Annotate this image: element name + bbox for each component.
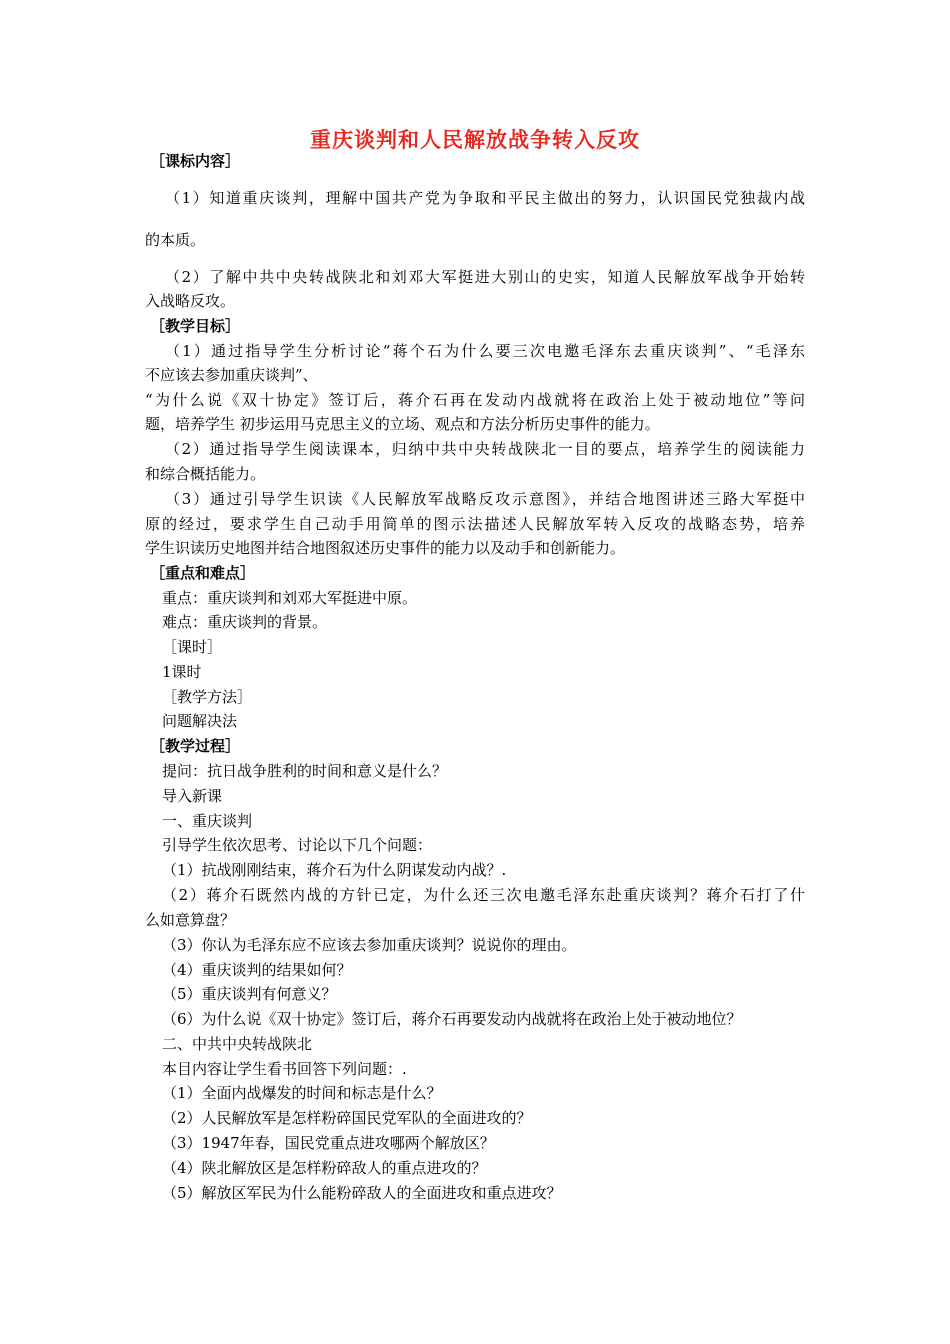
section-heading-hours: ［课时］	[162, 638, 223, 656]
question-line: （1）抗战刚刚结束，蒋介石为什么阴谋发动内战？.	[162, 861, 507, 879]
paragraph-line: （2）通过指导学生阅读课本，归纳中共中央转战陕北一目的要点，培养学生的阅读能力	[165, 440, 805, 458]
question-line: （2）人民解放军是怎样粉碎国民党军队的全面进攻的？	[162, 1109, 532, 1127]
paragraph-line: 提问：抗日战争胜利的时间和意义是什么？	[162, 762, 448, 780]
subsection-heading: 二、中共中央转战陕北	[162, 1035, 313, 1053]
section-heading-process: ［教学过程］	[150, 737, 241, 755]
paragraph-line: 不应该去参加重庆谈判”、	[145, 366, 318, 384]
section-heading-curriculum: ［课标内容］	[150, 152, 241, 170]
question-line: （3）你认为毛泽东应不应该去参加重庆谈判？说说你的理由。	[162, 936, 577, 954]
question-line: （1）全面内战爆发的时间和标志是什么？	[162, 1084, 442, 1102]
question-line: （5）解放区军民为什么能粉碎敌人的全面进攻和重点进攻？	[162, 1184, 562, 1202]
section-heading-objectives: ［教学目标］	[150, 317, 241, 335]
question-line: （4）陕北解放区是怎样粉碎敌人的重点进攻的？	[162, 1159, 487, 1177]
subsection-heading: 一、重庆谈判	[162, 812, 253, 830]
paragraph-line: 问题解决法	[162, 712, 238, 730]
paragraph-line: 引导学生依次思考、讨论以下几个问题：	[162, 836, 433, 854]
question-line: （6）为什么说《双十协定》签订后，蒋介石再要发动内战就将在政治上处于被动地位？	[162, 1010, 742, 1028]
question-line: 么如意算盘？	[145, 911, 236, 929]
paragraph-line: “为什么说《双十协定》签订后，蒋介石再在发动内战就将在政治上处于被动地位”等问	[145, 391, 805, 409]
question-line: （3）1947年春，国民党重点进攻哪两个解放区？	[162, 1134, 495, 1152]
question-line: （4）重庆谈判的结果如何？	[162, 961, 352, 979]
document-title: 重庆谈判和人民解放战争转入反攻	[310, 128, 640, 152]
section-heading-method: ［教学方法］	[162, 688, 253, 706]
question-line: （2）蒋介石既然内战的方针已定，为什么还三次电邀毛泽东赴重庆谈判？蒋介石打了什	[162, 886, 805, 904]
paragraph-line: 重点：重庆谈判和刘邓大军挺进中原。	[162, 589, 418, 607]
paragraph-line: 原的经过，要求学生自己动手用简单的图示法描述人民解放军转入反攻的战略态势，培养	[145, 515, 805, 533]
paragraph-line: 1课时	[162, 663, 202, 681]
section-heading-key-points: ［重点和难点］	[150, 564, 256, 582]
paragraph-line: 题，培养学生 初步运用马克思主义的立场、观点和方法分析历史事件的能力。	[145, 415, 660, 433]
paragraph-line: （1）知道重庆谈判，理解中国共产党为争取和平民主做出的努力，认识国民党独裁内战	[165, 189, 805, 207]
paragraph-line: 入战略反攻。	[145, 292, 236, 310]
paragraph-line: （2）了解中共中央转战陕北和刘邓大军挺进大别山的史实，知道人民解放军战争开始转	[165, 268, 805, 286]
paragraph-line: （3）通过引导学生识读《人民解放军战略反攻示意图》，并结合地图讲述三路大军挺中	[165, 490, 805, 508]
paragraph-line: 导入新课	[162, 787, 223, 805]
question-line: （5）重庆谈判有何意义？	[162, 985, 337, 1003]
paragraph-line: 和综合概括能力。	[145, 465, 266, 483]
paragraph-line: 本目内容让学生看书回答下列问题：.	[162, 1060, 407, 1078]
paragraph-line: 难点：重庆谈判的背景。	[162, 613, 328, 631]
paragraph-line: 学生识读历史地图并结合地图叙述历史事件的能力以及动手和创新能力。	[145, 539, 626, 557]
paragraph-line: （1）通过指导学生分析讨论“蒋个石为什么要三次电邀毛泽东去重庆谈判”、“毛泽东	[165, 342, 805, 360]
paragraph-line: 的本质。	[145, 231, 206, 249]
